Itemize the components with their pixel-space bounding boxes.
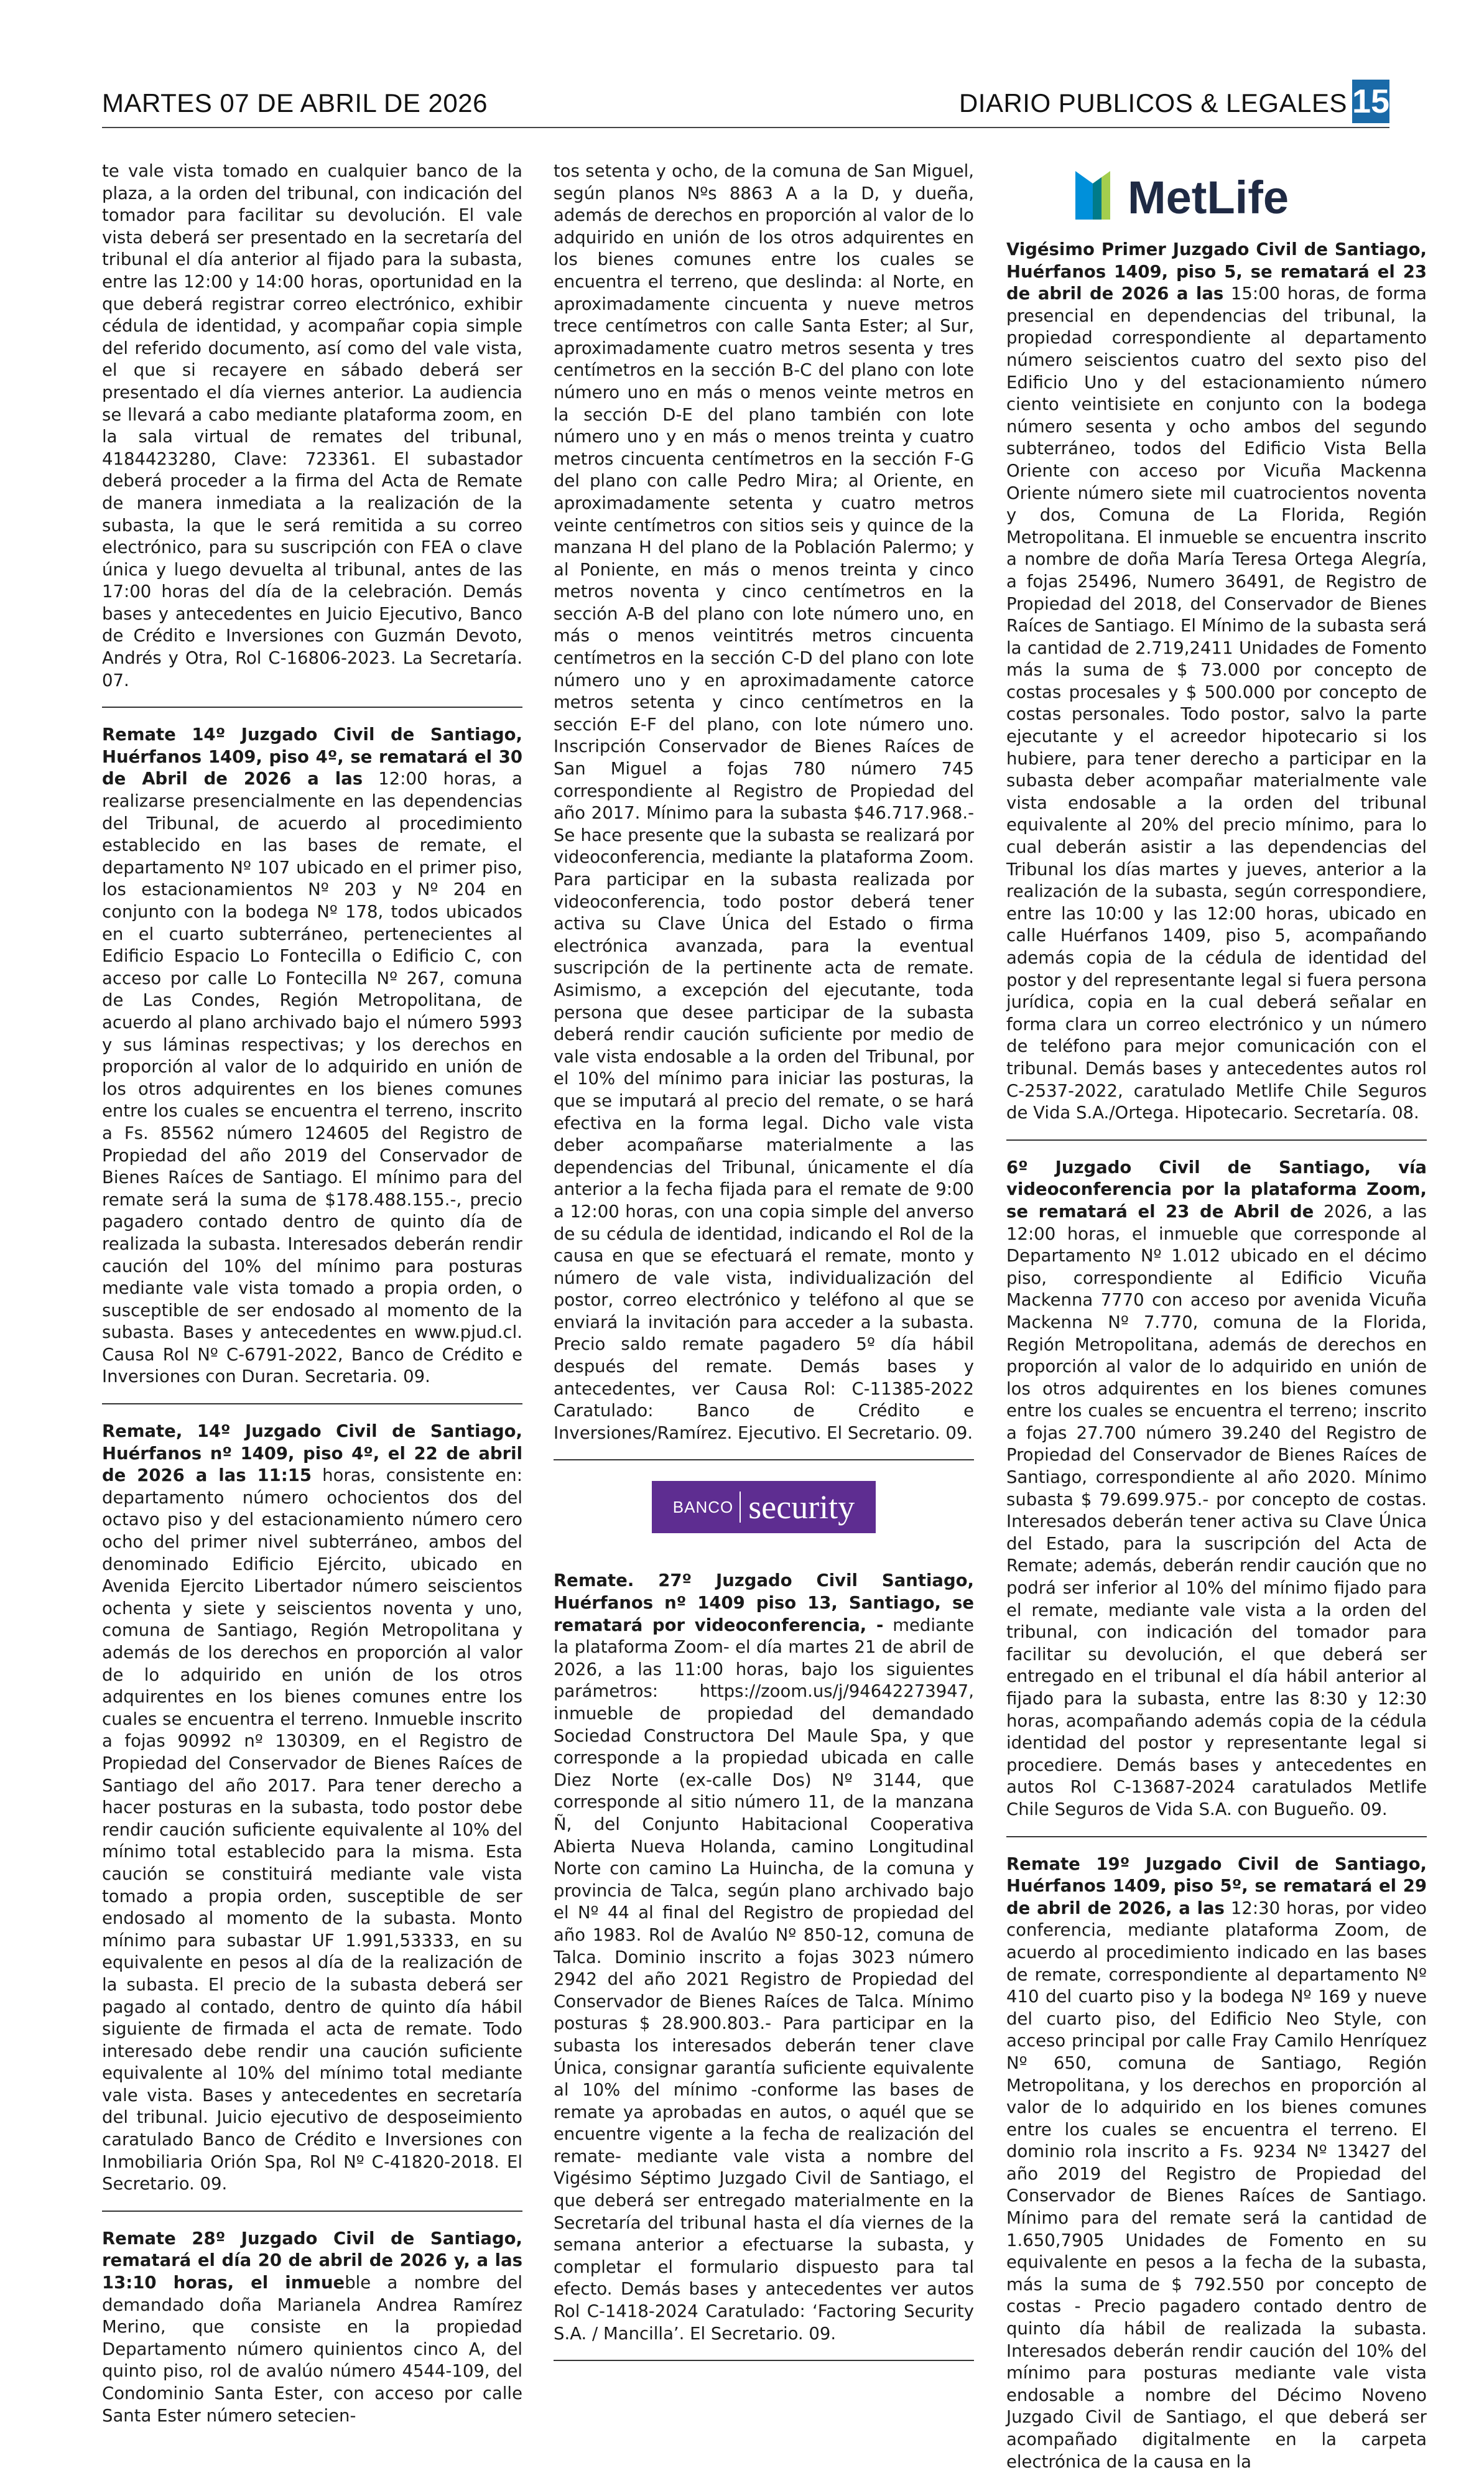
notice-body: 15:00 horas, de forma presencial en dependencias del tribunal, la propiedad correspondiente al departamento número seiscientos cuatro del sexto piso del Edificio Uno y del estacionamiento número ciento veintisiete en conjunto con la bodega número sesenta y ocho ambos del segundo subterráneo, todos del Edificio Vista Bella Oriente con acceso por Vicuña Mackenna Oriente número siete mil cuatrocientos noventa y dos, Comuna de La Florida, Región Metropolitana. El inmueble se encuentra inscrito a nombre de doña María Teresa Ortega Alegría, a fojas 25496, Numero 36491, de Registro de Propiedad del 2018, del Conservador de Bienes Raíces de Santiago. El Mínimo de la subasta será la cantidad de 2.719,2411 Unidades de Fomento más la suma de $ 73.000 por concepto de costas procesales y $ 500.000 por concepto de costas personales. Todo postor, salvo la parte ejecutante y el acreedor hipotecario si los hubiere, para tener derecho a participar en la subasta deber acompañar materialmente vale vista endosable a la orden del tribunal equivalente al 20% del precio mínimo, para lo cual deberán asistir a las dependencias del Tribunal los días martes y jueves, anterior a la realización de la subasta, según correspondiere, entre las 10:00 y las 12:00 horas, ubicado en calle Huérfanos 1409, piso 5, acompañando además copia de la cédula de identidad del postor y del representante legal si fuera persona jurídica, copia en la cual deberá señalar en forma clara un correo electrónico y un número de teléfono para mejor comunicación con el tribunal. Demás bases y antecedentes autos rol C-2537-2022, caratulado Metlife Chile Seguros de Vida S.A./Ortega. Hipotecario. Secretaría. 08. [1006,284,1427,1123]
notice-heading: Remate, 14º Juzgado Civil de Santiago, Huérfanos nº 1409, piso 4º, el 22 de abril de 2026 a las 11:15 [102,1421,522,1486]
notice-heading: Remate 19º Juzgado Civil de Santiago, Huérfanos 1409, piso 5º, se rematará el 29 de abril de 2026, a las [1006,1854,1427,1918]
metlife-logo [1070,162,1363,227]
notice-heading: 6º Juzgado Civil de Santiago, vía videoconferencia por la plataforma Zoom, se rematará el 23 de Abril de [1006,1157,1427,1222]
page-header [102,80,1389,123]
metlife-mark-teal [1093,177,1101,220]
notice-remate-28 [102,2228,522,2427]
column-3 [1006,160,1427,2473]
notice-remate-14-b [102,1421,522,2196]
notice-juzgado-21 [1006,239,1427,1125]
metlife-ad [1006,160,1427,229]
notice-body: 2026, a las 12:00 horas, el inmueble que corresponde al Departamento Nº 1.012 ubicado en el décimo piso, correspondiente al Edificio Vicuña Mackenna 7770 con acceso por avenida Vicuña Mackenna Nº 7.770, comuna de la Florida, Región Metropolitana, además de derechos en proporción al valor de lo adquirido en unión de los otros adquirentes en los bienes comunes entre los cuales se encuentra el terreno; inscrito a fojas 27.700 número 39.240 del Registro de Propiedad del Conservador de Bienes Raíces de Santiago, correspondiente al año 2020. Mínimo subasta $ 79.699.975.- por concepto de costas. Interesados deberán tener activa su Clave Única del Estado, para la suscripción del Acta de Remate; además, deberán rendir caución que no podrá ser inferior al 10% del mínimo fijado para el remate, mediante vale vista a la orden del tribunal, con indicación del tomador para facilitar su devolución, el que deberá ser entregado en el tribunal el día hábil anterior al fijado para la subasta, entre las 8:30 y 12:30 horas, acompañando además copia de la cédula identidad del postor y representante legal si procediere. Demás bases y antecedentes en autos Rol C-13687-2024 caratulados Metlife Chile Seguros de Vida S.A. con Bugueño. 09. [1006,1201,1427,1819]
column-1 [102,160,522,2427]
header-rule [102,127,1389,128]
notice-divider [102,2211,522,2212]
column-2 [554,160,974,2377]
notice-body: ble a nombre del demandado doña Marianela Andrea Ramírez Merino, que consiste en la propiedad Departamento número quinientos cinco A, del quinto piso, rol de avalúo número 4544-109, del Condominio Santa Ester, con acceso por calle Santa Ester número setecien- [102,2273,522,2426]
notice-continuation: te vale vista tomado en cualquier banco de la plaza, a la orden del tribunal, con indicación del tomador para facilitar su devolución. El vale vista deberá ser presentado en la secretaría del tribunal el día anterior al fijado para la subasta, entre las 12:00 y 14:00 horas, oportunidad en la que deberá registrar correo electrónico, exhibir cédula de identidad, y acompañar copia simple del referido documento, así como del vale vista, el que si recayere en sábado deberá ser presentado el día viernes anterior. La audiencia se llevará a cabo mediante plataforma zoom, en la sala virtual de remates del tribunal, 4184423280, Clave: 723361. El subastador deberá proceder a la firma del Acta de Remate de manera inmediata a la realización de la subasta, la que le será remitida a su correo electrónico, para su suscripción con FEA o clave única y luego devuelta al tribunal, antes de las 17:00 horas del día de la celebración. Demás bases y antecedentes en Juicio Ejecutivo, Banco de Crédito e Inversiones con Guzmán Devoto, Andrés y Otra, Rol C-16806-2023. La Secretaría. 07. [102,161,522,690]
header-date: MARTES 07 DE ABRIL DE 2026 [102,88,488,118]
notice-divider [102,1403,522,1404]
header-publication: DIARIO PUBLICOS & LEGALES [958,88,1347,118]
notice-remate-27 [554,1570,974,2345]
page-number: 15 [1352,80,1389,123]
banco-security-ad [554,1459,974,1554]
notice-remate-19 [1006,1854,1427,2473]
notice-body: 12:30 horas, por video conferencia, mediante plataforma Zoom, de acuerdo al procedimiento indicado en las bases de remate, correspondiente al departamento Nº 410 del cuarto piso y la bodega Nº 169 y nueve del cuarto piso, del Edificio Neo Style, con acceso principal por calle Fray Camilo Henríquez Nº 650, comuna de Santiago, Región Metropolitana, y los derechos en proporción al valor de lo adquirido en los bienes comunes entre los cuales se encuentra el terreno. El dominio rola inscrito a Fs. 9234 Nº 13427 del año 2019 del Registro de Propiedad del Conservador de Bienes Raíces de Santiago. Mínimo para del remate será la cantidad de 1.650,7905 Unidades de Fomento en su equivalente en pesos a la fecha de la subasta, más la suma de $ 792.550 por concepto de costas - Precio pagadero contado dentro de quinto día hábil de realizada la subasta. Interesados deberán rendir caución del 10% del mínimo para posturas mediante vale vista endosable a nombre del Décimo Noveno Juzgado Civil de Santiago, el que deberá ser acompañado digitalmente en la carpeta electrónica de la causa en la [1006,1898,1427,2472]
notice-divider [1006,1836,1427,1837]
notice-body: mediante la plataforma Zoom- el día martes 21 de abril de 2026, a las 11:00 horas, bajo los siguientes parámetros: https://zoom.us/j/94642273947, inmueble de propiedad del demandado Sociedad Constructora Del Maule Spa, y que corresponde a la propiedad ubicada en calle Diez Norte (ex-calle Dos) Nº 3144, que corresponde al sitio número 11, de la manzana Ñ, del Conjunto Habitacional Cooperativa Abierta Nueva Holanda, camino Longitudinal Norte con camino La Huincha, de la comuna y provincia de Talca, según plano archivado bajo el Nº 44 al final del Registro de propiedad del año 1983. Rol de Avalúo Nº 850-12, comuna de Talca. Dominio inscrito a fojas 3023 número 2942 del año 2021 Registro de Propiedad del Conservador de Bienes Raíces de Talca. Mínimo posturas $ 28.900.803.- Para participar en la subasta los interesados deberán tener clave Única, consignar garantía suficiente equivalente al 10% del mínimo -conforme las bases de remate ya aprobadas en autos, o aquél que se encuentre vigente a la fecha de realización del remate- mediante vale vista a nombre del Vigésimo Séptimo Juzgado Civil de Santiago, el que deberá ser entregado materialmente en la Secretaría del tribunal hasta el día viernes de la semana anterior a efectuarse la subasta, y completar el formulario dispuesto para tal efecto. Demás bases y antecedentes ver autos Rol C-1418-2024 Caratulado: ‘Factoring Security S.A. / Mancilla’. El Secretario. 09. [554,1615,975,2344]
notice-heading: Vigésimo Primer Juzgado Civil de Santiago, Huérfanos 1409, piso 5, se rematará el 23 de abril de 2026 a las [1006,239,1427,304]
banco-label: BANCO [672,1497,734,1516]
notice-heading: Remate 14º Juzgado Civil de Santiago, Huérfanos 1409, piso 4º, se rematará el 30 de Abril de 2026 a las [102,725,522,789]
logo-divider [740,1492,741,1523]
metlife-mark-blue [1075,171,1093,220]
notice-divider [102,707,522,708]
notice-body: horas, consistente en: departamento número ochocientos dos del octavo piso y del estacionamiento número cero ocho del primer nivel subterráneo, ambos del denominado Edificio Ejército, ubicado en Avenida Ejercito Libertador número seiscientos ochenta y siete y seiscientos noventa y uno, comuna de Santiago, Región Metropolitana y además de los derechos en proporción al valor de lo adquirido en unión de los otros adquirentes en los bienes comunes entre los cuales se encuentra el terreno. Inmueble inscrito a fojas 90992 nº 130309, en el Registro de Propiedad del Conservador de Bienes Raíces de Santiago del año 2017. Para tener derecho a hacer posturas en la subasta, todo postor debe rendir caución suficiente equivalente al 10% del mínimo total establecido para la misma. Esta caución se constituirá mediante vale vista tomado a propia orden, susceptible de ser endosado al momento de la subasta. Monto mínimo para subastar UF 1.991,53333, en su equivalente en pesos al día de la realización de la subasta. El precio de la subasta deberá ser pagado al contado, dentro de quinto día hábil siguiente de firmada el acta de remate. Todo interesado debe rendir una caución suficiente equivalente al 10% del mínimo total mediante vale vista. Bases y antecedentes en secretaría del tribunal. Juicio ejecutivo de desposeimiento caratulado Banco de Crédito e Inversiones con Inmobiliaria Orión Spa, Rol Nº C-41820-2018. El Secretario. 09. [102,1465,522,2194]
notice-juzgado-6 [1006,1157,1427,1821]
metlife-wordmark: MetLife [1128,172,1289,223]
notice-body: 12:00 horas, a realizarse presencialmente en las dependencias del Tribunal, de acuerdo al procedimiento establecido en las bases de remate, el departamento Nº 107 ubicado en el primer piso, los estacionamientos Nº 203 y Nº 204 en conjunto con la bodega Nº 178, todos ubicados en el cuarto subterráneo, pertenecientes al Edificio Espacio Lo Fontecilla o Edificio C, con acceso por calle Lo Fontecilla Nº 267, comuna de Las Condes, Región Metropolitana, de acuerdo al plano archivado bajo el número 5993 y sus láminas respectivas; y los derechos en proporción al valor de lo adquirido en unión de los otros adquirentes en los bienes comunes entre los cuales se encuentra el terreno, inscrito a Fs. 85562 número 124605 del Registro de Propiedad del año 2019 del Conservador de Bienes Raíces de Santiago. El mínimo para del remate será la suma de $178.488.155.-, precio pagadero contado dentro de quinto día de realizada la subasta. Interesados deberán rendir caución del 10% del mínimo para posturas mediante vale vista tomado a propia orden, o susceptible de ser endosado al momento de la subasta. Bases y antecedentes en www.pjud.cl. Causa Rol Nº C-6791-2022, Banco de Crédito e Inversiones con Duran. Secretaria. 09. [102,769,523,1387]
notice-remate-14-a [102,724,522,1388]
security-label: security [748,1488,855,1526]
banco-security-logo [652,1481,876,1533]
notice-continuation: tos setenta y ocho, de la comuna de San Miguel, según planos Nºs 8863 A a la D, y dueña, además de derechos en proporción al valor de lo adquirido en unión de los otros adquirentes en los bienes comunes entre los cuales se encuentra el terreno, que deslinda: al Norte, en aproximadamente cincuenta y nueve metros trece centímetros con calle Santa Ester; al Sur, aproximadamente cuatro metros sesenta y tres centímetros en la sección B-C del plano con lote número uno en más o menos veinte metros en la sección D-E del plano también con lote número uno y en más o menos treinta y cuatro metros cincuenta centímetros en la sección F-G del plano con calle Pedro Mira; al Oriente, en aproximadamente setenta y cuatro metros veinte centímetros con sitios seis y quince de la manzana H del plano de la Población Palermo; y al Poniente, en más o menos treinta y cinco metros noventa y cinco centímetros en la sección A-B del plano con lote número uno, en más o menos veintitrés metros cincuenta centímetros en la sección C-D del plano con lote número uno y en aproximadamente catorce metros setenta y cinco centímetros en la sección E-F del plano, con lote número uno. Inscripción Conservador de Bienes Raíces de San Miguel a fojas 780 número 745 correspondiente al Registro de Propiedad del año 2017. Mínimo para la subasta $46.717.968.- Se hace presente que la subasta se realizará por videoconferencia, mediante la plataforma Zoom. Para participar en la subasta realizada por videoconferencia, todo postor deberá tener activa su Clave Única del Estado o firma electrónica avanzada, para la eventual suscripción de la pertinente acta de remate. Asimismo, a excepción del ejecutante, toda persona que desee participar de la subasta deberá rendir caución suficiente por medio de vale vista endosable a la orden del Tribunal, por el 10% del mínimo para iniciar las posturas, la que se imputará al precio del remate, o se hará efectiva en la forma legal. Dicho vale vista deber acompañarse materialmente a las dependencias del Tribunal, únicamente el día anterior a la fecha fijada para el remate de 9:00 a 12:00 horas, con una copia simple del anverso de su cédula de identidad, indicando el Rol de la causa en que se efectuará el remate, monto y número de vale vista, individualización del postor, correo electrónico y teléfono al que se enviará la invitación para acceder a la subasta. Precio saldo remate pagadero 5º día hábil después del remate. Demás bases y antecedentes, ver Causa Rol: C-11385-2022 Caratulado: Banco de Crédito e Inversiones/Ramírez. Ejecutivo. El Secretario. 09. [554,161,974,1443]
notice-heading: Remate. 27º Juzgado Civil Santiago, Huérfanos nº 1409 piso 13, Santiago, se rematará por videoconferencia, - [554,1571,974,1635]
notice-heading: Remate 28º Juzgado Civil de Santiago, rematará el día 20 de abril de 2026 y, a las 13:10 horas, el inmue [102,2228,522,2293]
notice-divider [554,2360,974,2361]
notice-divider [1006,1139,1427,1141]
